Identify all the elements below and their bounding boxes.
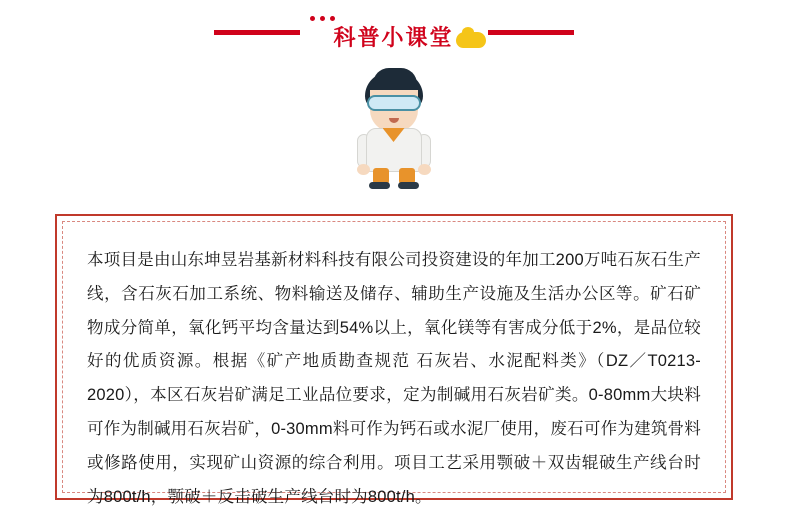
safety-goggles-icon [367, 95, 421, 111]
mascot-right-shoe [398, 182, 419, 189]
content-panel [55, 214, 733, 506]
header-banner [0, 0, 787, 72]
banner-dots-icon [310, 16, 335, 21]
project-description-text: 本项目是由山东坤昱岩基新材料科技有限公司投资建设的年加工200万吨石灰石生产线，含石灰石加工系统、物料输送及储存、辅助生产设施及生活办公区等。矿石矿物成分简单，氧化钙平均含量达到54%以上，氧化镁等有害成分低于2%，是品位较好的优质资源。根据《矿产地质勘查规范 石灰岩、水泥配料类》（DZ／T0213-2020），本区石灰岩矿满足工业品位要求，定为制碱用石灰岩矿类。0-80mm大块料可作为制碱用石灰岩矿，0-30mm料可作为钙石或水泥厂使用，废石可作为建筑骨料或修路使用，实现矿山资源的综合利用。项目工艺采用颚破＋双齿辊破生产线台时为800t/h，颚破＋反击破生产线台时为800t/h。 [87, 251, 701, 506]
engineer-mascot-icon [339, 72, 449, 188]
banner-left-bar [214, 30, 300, 35]
header-banner-inner [214, 6, 574, 66]
mascot-illustration [0, 72, 787, 188]
page-title: 科普小课堂 [333, 24, 454, 50]
mascot-left-shoe [369, 182, 390, 189]
banner-highlight-blob [456, 32, 486, 48]
mascot-right-hand [418, 164, 431, 175]
content-panel-inner-border [62, 221, 726, 506]
banner-right-bar [488, 30, 574, 35]
mascot-left-hand [357, 164, 370, 175]
